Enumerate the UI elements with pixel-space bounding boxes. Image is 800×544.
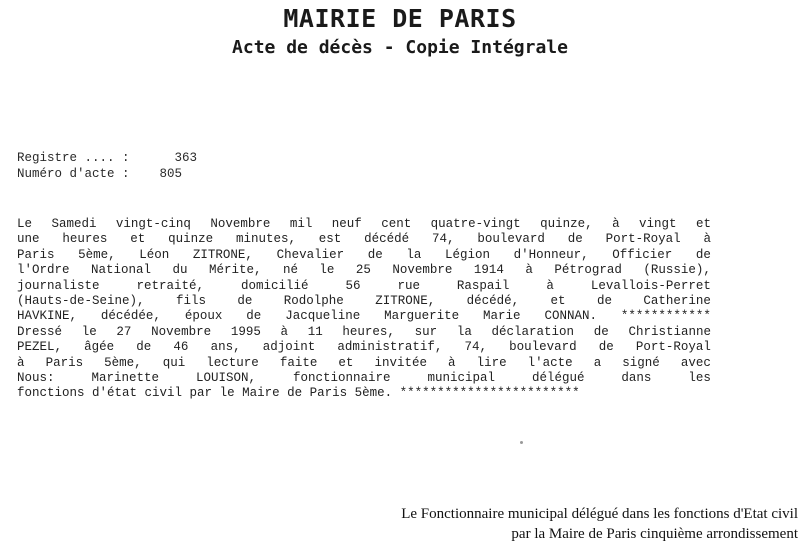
body-word: délégué (531, 371, 585, 386)
body-word: (Hauts-de-Seine), (17, 294, 145, 309)
body-word: Marinette (91, 371, 159, 386)
body-word: à (546, 278, 554, 293)
body-word: de (596, 294, 612, 309)
body-word: 5ème, (78, 247, 116, 262)
acte-row (17, 166, 197, 182)
body-line (17, 325, 711, 340)
registre-label: Registre .... : (17, 151, 130, 165)
body-word: fonctions (17, 386, 85, 401)
body-word: Port-Royal (635, 340, 711, 355)
body-word: 56 (345, 278, 361, 293)
body-word: époux (184, 309, 223, 324)
body-line (17, 294, 711, 309)
body-word: administratif, (337, 340, 443, 355)
body-word: Chevalier (276, 247, 345, 262)
body-word: 74, (432, 232, 455, 247)
body-word: avec (680, 355, 711, 370)
body-line (17, 232, 711, 247)
body-word: boulevard (477, 232, 545, 247)
body-word: d'Honneur, (513, 247, 589, 262)
body-word: à (448, 355, 456, 370)
body-word: décédé (364, 232, 410, 247)
body-word: à (703, 232, 711, 247)
body-word: lecture (206, 355, 259, 370)
body-word: quinze, (540, 217, 593, 231)
body-word: 1995 (230, 324, 261, 339)
body-word: Novembre (210, 217, 271, 231)
body-word: Nous: (17, 371, 55, 386)
body-word: National (90, 263, 151, 278)
body-word: à (17, 355, 25, 370)
body-word: invitée (374, 355, 427, 370)
body-line (17, 279, 711, 294)
body-word: 5ème. (354, 386, 393, 401)
body-word: ZITRONE, (375, 294, 436, 309)
body-word: sur (414, 324, 438, 339)
body-word: les (688, 371, 711, 386)
body-word: déclaration (491, 324, 575, 339)
body-word: et (550, 294, 566, 309)
body-word: de (287, 386, 303, 401)
body-word: Paris (309, 386, 348, 401)
body-line (17, 309, 711, 324)
body-word: faite (279, 355, 318, 370)
body-word: Jacqueline (285, 309, 361, 324)
body-word: domicilié (240, 278, 309, 293)
body-word: qui (162, 355, 186, 370)
body-word: Novembre (151, 324, 212, 339)
body-word: quatre-vingt (430, 217, 521, 231)
body-word: la (456, 324, 472, 339)
body-word: LOUISON, (195, 371, 256, 386)
acte-label: Numéro d'acte : (17, 167, 130, 181)
registry-info (17, 150, 197, 182)
body-word: 46 (173, 340, 189, 355)
signature-line-1: Le Fonctionnaire municipal délégué dans les fonctions d'Etat civil (401, 506, 798, 522)
body-word: civil (144, 386, 183, 401)
body-word: à (280, 324, 289, 339)
body-word: 11 (307, 324, 323, 339)
body-word: Rodolphe (283, 294, 344, 309)
body-line (17, 248, 711, 263)
body-word: Catherine (643, 294, 711, 309)
body-word: 1914 (473, 263, 504, 278)
body-line (17, 263, 711, 278)
body-word: Le (17, 217, 33, 231)
body-word: l'acte (527, 355, 573, 370)
body-word: vingt (639, 217, 677, 231)
body-word: a (593, 355, 602, 370)
body-word: de (567, 232, 583, 247)
body-word: Samedi (51, 217, 97, 231)
body-word: Marie (483, 309, 521, 324)
body-word: signé (622, 355, 660, 370)
body-word: est (318, 232, 342, 247)
page-subtitle: Acte de décès - Copie Intégrale (232, 37, 568, 58)
body-word: 27 (116, 324, 132, 339)
body-word: et (695, 217, 711, 231)
body-word: municipal (427, 371, 495, 386)
body-word: PEZEL, (17, 340, 63, 355)
body-word: lire (476, 355, 507, 370)
body-word: Léon (139, 247, 170, 262)
body-word: Officier (612, 247, 673, 262)
body-word: journaliste (17, 278, 100, 293)
body-word: fils (175, 294, 206, 309)
body-word: à (612, 217, 620, 231)
body-word: Paris (45, 355, 84, 370)
scan-speck (520, 441, 523, 444)
body-word: de (367, 247, 383, 262)
certificate-body (17, 217, 711, 402)
body-word: Maire (242, 386, 280, 401)
body-word: cent (381, 217, 412, 231)
body-word: 5ème, (104, 355, 142, 370)
body-word: rue (397, 278, 420, 293)
body-word: décédée, (100, 309, 161, 324)
body-word: de (237, 294, 253, 309)
body-word: du (172, 263, 188, 278)
body-word: ************************ (399, 386, 580, 401)
body-word: par (189, 386, 213, 401)
body-word: (Russie), (643, 263, 711, 278)
registre-value: 363 (174, 151, 198, 165)
body-word: 25 (355, 263, 371, 278)
page-title: MAIRIE DE PARIS (283, 4, 517, 33)
body-line (17, 340, 711, 355)
body-word: ZITRONE, (192, 247, 253, 262)
body-word: à (525, 263, 533, 278)
body-word: et (338, 355, 354, 370)
body-word: Paris (17, 247, 55, 262)
body-word: le (81, 324, 97, 339)
body-word: âgée (84, 340, 115, 355)
body-word: Raspail (456, 278, 510, 293)
body-word: adjoint (262, 340, 316, 355)
body-word: 74, (464, 340, 488, 355)
body-word: neuf (331, 217, 362, 231)
body-word: minutes, (235, 232, 296, 247)
body-word: vingt-cinq (115, 217, 191, 231)
body-word: CONNAN. (544, 309, 597, 324)
signature-block (401, 504, 798, 544)
body-word: décédé, (466, 294, 520, 309)
body-word: retraité, (136, 278, 204, 293)
body-word: ************ (620, 309, 711, 324)
body-word: le (319, 263, 335, 278)
body-line (17, 371, 711, 386)
body-word: Novembre (392, 263, 453, 278)
body-word: heures, (342, 324, 395, 339)
body-word: fonctionnaire (292, 371, 391, 386)
body-word: boulevard (509, 340, 577, 355)
body-word: de (598, 340, 614, 355)
body-word: de (136, 340, 152, 355)
body-line (17, 386, 711, 401)
body-word: dans (621, 371, 652, 386)
body-word: de (246, 309, 262, 324)
body-word: Légion (444, 247, 490, 262)
body-word: Port-Royal (605, 232, 681, 247)
body-line (17, 356, 711, 371)
body-word: le (219, 386, 235, 401)
registre-row (17, 150, 197, 166)
body-word: Marguerite (384, 309, 460, 324)
body-word: Levallois-Perret (590, 278, 711, 293)
body-word: de (695, 247, 711, 262)
body-word: Dressé (17, 324, 63, 339)
body-word: d'état (92, 386, 138, 401)
body-word: l'Ordre (17, 263, 70, 278)
body-word: une (17, 232, 40, 247)
body-word: HAVKINE, (17, 309, 78, 324)
body-word: Mérite, (208, 263, 262, 278)
body-word: de (593, 324, 609, 339)
acte-value: 805 (159, 167, 183, 181)
body-word: né (282, 263, 298, 278)
body-word: mil (289, 217, 313, 231)
body-word: heures (62, 232, 108, 247)
body-word: et (130, 232, 146, 247)
body-line (17, 217, 711, 232)
body-word: ans, (210, 340, 241, 355)
body-word: Christianne (628, 324, 711, 339)
body-word: quinze (168, 232, 214, 247)
body-word: Pétrograd (554, 263, 622, 278)
body-word: la (406, 247, 422, 262)
signature-line-2: par la Maire de Paris cinquième arrondissement (511, 526, 798, 542)
